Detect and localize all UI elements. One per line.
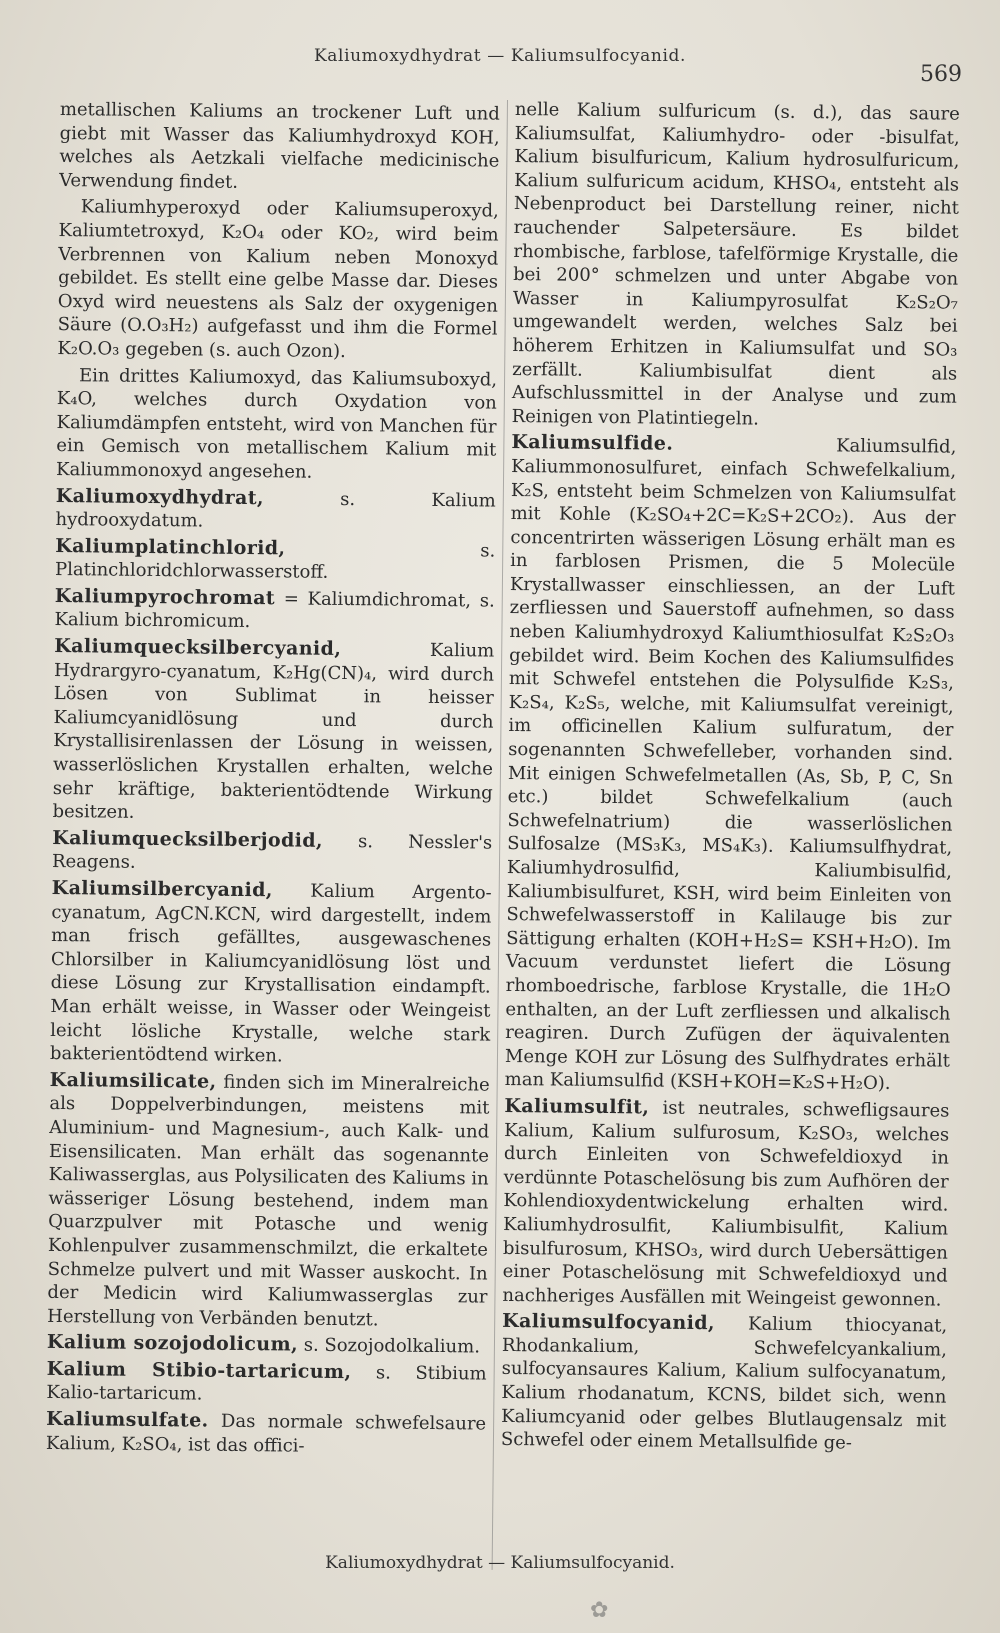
entry-text: Das normale schwefelsaure Kalium, K₂SO₄, ist das offici- [45,1410,487,1457]
entry-headword: Kaliumsulfit, [504,1094,650,1119]
entry-text: metallischen Kaliums an trockener Luft und giebt mit Wasser das Kaliumhydroxyd KOH, welches als Aetzkali vielfache medicinische Verwendung findet. [59,98,500,193]
dictionary-entry [46,1408,486,1460]
dictionary-entry [46,1358,486,1410]
page-footer: Kaliumoxydhydrat — Kaliumsulfocyanid. [325,1553,675,1573]
dictionary-entry [57,195,499,365]
entry-headword: Kaliumquecksilbercyanid, [54,635,342,661]
entry-text: s. Platinchloridchlorwasserstoff. [54,540,496,584]
ink-smudge-mark: ✿ [590,1598,609,1623]
entry-text: ist neutrales, schwefligsaures Kalium, Kalium sulfurosum, K₂SO₃, welches durch Einleiten von Schwefeldioxyd in verdünnte Potaschelösung bis zum Aufhören der Kohlendioxydentwickelung erhalten wird. Kaliumhydrosulfit, Kaliumbisulfit, Kalium bisulfurosum, KHSO₃, wird durch Uebersättigen einer Potaschelösung mit Schwefeldioxyd und nachheriges Ausfällen mit Weingeist gewonnen. [502,1097,950,1311]
entry-text: s. Nessler's Reagens. [51,830,493,874]
dictionary-entry [501,1310,947,1456]
dictionary-entry [502,1095,949,1312]
entry-text: Kalium Argento-cyanatum, AgCN.KCN, wird dargestellt, indem man frisch gefälltes, ausgewaschenes Chlorsilber in Kaliumcyanidlösung löst und diese Lösung zur Krystallisation eindampft. Man erhält weisse, in Wasser oder Weingeist leicht lösliche Krystalle, welche stark bakterientödtend wirken. [49,880,492,1067]
entry-headword: Kaliumoxydhydrat, [55,484,265,509]
entry-headword: Kaliumsilbercyanid, [51,876,273,902]
entry-headword: Kalium Stibio-tartaricum, [46,1357,352,1383]
entry-headword: Kaliumsulfocyanid, [502,1310,716,1335]
entry-headword: Kaliumsulfide. [511,431,674,455]
running-head: Kaliumoxydhydrat — Kaliumsulfocyanid. [314,46,686,66]
page-number: 569 [920,62,962,87]
entry-text: Kalium Hydrargyro-cyanatum, K₂Hg(CN)₄, wird durch Lösen von Sublimat in heisser Kaliumcyanidlösung und durch Krystallisirenlassen der Lösung in weissen, wasserlöslichen Krystallen erhalten, welche sehr kräftige, bakterientödtende Wirkung besitzen. [52,639,495,824]
entry-headword: Kaliumquecksilberjodid, [52,826,324,852]
entry-text: s. Stibium Kalio-tartaricum. [46,1362,487,1406]
dictionary-entry [47,1069,490,1333]
entry-text: nelle Kalium sulfuricum (s. d.), das saure Kaliumsulfat, Kaliumhydro- oder -bisulfat, Kalium bisulfuricum, Kalium hydrosulfuricum, Kalium sulfuricum acidum, KHSO₄, entsteht als Nebenproduct bei Darstellung reiner, nicht rauchender Salpetersäure. Es bildet rhombische, farblose, tafelförmige Krystalle, die bei 200° schmelzen und unter Abgabe von Wasser in Kaliumpyrosulfat K₂S₂O₇ umgewandelt werden, welches Salz bei höherem Erhitzen in Kaliumsulfat und SO₃ zerfällt. Kaliumbisulfat dient als Aufschlussmittel in der Analyse und zum Reinigen von Platintiegeln. [511,98,960,430]
entry-text: Ein drittes Kaliumoxyd, das Kaliumsuboxyd, K₄O, welches durch Oxydation von Kaliumdämpfen entsteht, wird von Manchen für ein Gemisch von metallischem Kalium mit Kaliummonoxyd angesehen. [56,364,498,483]
right-column [501,98,960,1459]
entry-text: s. Kalium hydrooxydatum. [55,488,496,532]
entry-headword: Kaliumsilicate, [49,1068,217,1093]
entry-text: = Kaliumdichromat, s. Kalium bichromicum. [54,588,495,633]
dictionary-entry [50,877,492,1070]
dictionary-entry [55,535,495,587]
entry-headword: Kaliumplatinchlorid, [55,534,286,560]
entry-headword: Kalium sozojodolicum, [46,1331,299,1356]
dictionary-entry [54,585,494,637]
entry-text: Kalium thiocyanat, Rhodankalium, Schwefelcyankalium, sulfocyansaures Kalium, Kalium sulfocyanatum, Kalium rhodanatum, KCNS, bildet sich, wenn Kaliumcyanid oder gelbes Blutlaugensalz mit Schwefel oder einem Metallsulfide ge- [500,1313,948,1454]
dictionary-entry [512,98,960,433]
entry-text: Kaliumhyperoxyd oder Kaliumsuperoxyd, Kaliumtetroxyd, K₂O₄ oder KO₂, wird beim Verbrennen von Kalium neben Monoxyd gebildet. Es stellt eine gelbe Masse dar. Dieses Oxyd wird neuestens als Salz der oxygenigen Säure (O.O₃H₂) aufgefasst und ihm die Formel K₂O.O₃ gegeben (s. auch Ozon). [57,196,499,362]
dictionary-entry [52,827,492,879]
entry-headword: Kaliumpyrochromat [54,584,276,610]
left-column [46,98,500,1463]
dictionary-entry [47,1331,487,1359]
dictionary-entry [55,484,495,536]
dictionary-entry [505,431,957,1096]
entry-text: finden sich im Mineralreiche als Doppelverbindungen, meistens mit Aluminium- und Magnesium-, auch Kalk- und Eisensilicaten. Man erhält das sogenannte Kaliwasserglas, aus Polysilicaten des Kaliums in wässeriger Lösung bestehend, indem man Quarzpulver mit Potasche und wenig Kohlenpulver zusammenschmilzt, die erkaltete Schmelze pulvert und mit Wasser auskocht. In der Medicin wird Kaliumwasserglas zur Herstellung von Verbänden benutzt. [47,1071,490,1331]
dictionary-entry [56,364,497,487]
entry-text: Kaliumsulfid, Kaliummonosulfuret, einfach Schwefelkalium, K₂S, entsteht beim Schmelzen von Kaliumsulfat mit Kohle (K₂SO₄+2C=K₂S+2CO₂). Aus der concentrirten wässerigen Lösung erhält man es in farblosen Prismen, die 5 Molecüle Krystallwasser einschliessen, an der Luft zerfliessen und Sauerstoff aufnehmen, so dass neben Kaliumhydroxyd Kaliumthiosulfat K₂S₂O₃ gebildet wird. Beim Kochen des Kaliumsulfides mit Schwefel entstehen die Polysulfide K₂S₃, K₂S₄, K₂S₅, welche, mit Kaliumsulfat vereinigt, im officinellen Kalium sulfuratum, der sogenannten Schwefelleber, vorhanden sind. Mit einigen Schwefelmetallen (As, Sb, P, C, Sn etc.) bildet Schwefelkalium (auch Schwefelnatrium) die wasserlöslichen Sulfosalze (MS₃K₃, MS₄K₃). Kaliumsulfhydrat, Kaliumhydrosulfid, Kaliumbisulfid, Kaliumbisulfuret, KSH, wird beim Einleiten von Schwefelwasserstoff in Kalilauge bis zur Sättigung erhalten (KOH+H₂S= KSH+H₂O). Im Vacuum verdunstet liefert die Lösung rhomboedrische, farblose Krystalle, die 1H₂O enthalten, an der Luft zerfliessen und alkalisch reagiren. Durch Zufügen der äquivalenten Menge KOH zur Lösung des Sulfhydrates erhält man Kaliumsulfid (KSH+KOH=K₂S+H₂O). [504,435,957,1095]
dictionary-entry [52,635,494,828]
dictionary-entry [59,98,500,197]
entry-text: s. Sozojodolkalium. [303,1334,481,1358]
entry-headword: Kaliumsulfate. [46,1407,209,1432]
